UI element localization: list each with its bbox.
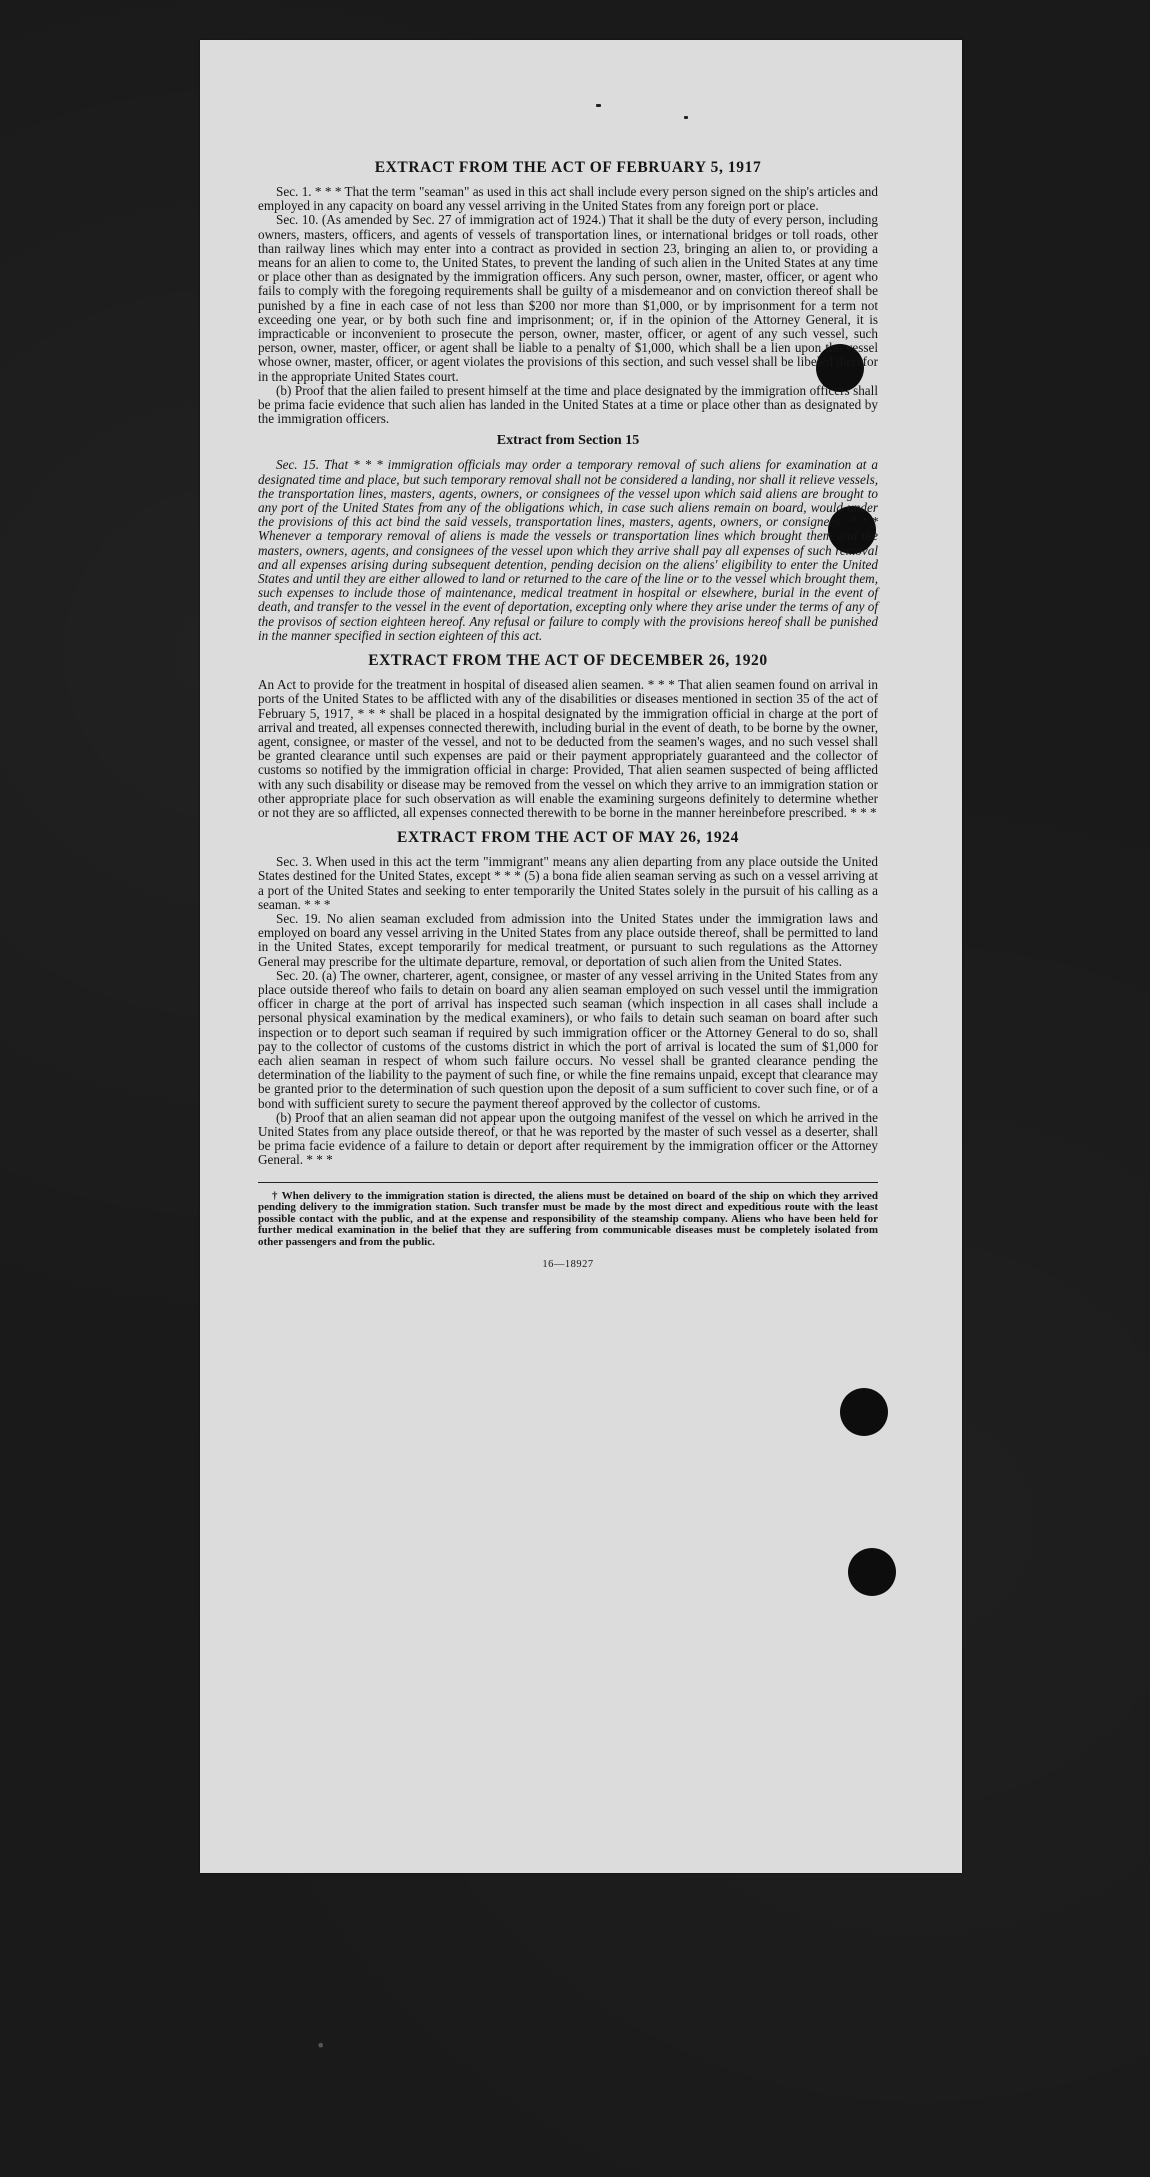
paragraph-sec-1: Sec. 1. * * * That the term "seaman" as used in this act shall include every person signed on the ship's articles and employed in any capacity on board any vessel arriving in the United States from any foreign port or place.: [258, 184, 878, 214]
section-heading-dec-1920: EXTRACT FROM THE ACT OF DECEMBER 26, 1920: [368, 652, 768, 670]
paragraph-sec-20-a: Sec. 20. (a) The owner, charterer, agent, consignee, or master of any vessel arriving in the United States from any place outside thereof who fails to detain on board any alien seaman employed on such vessel until the immigration officer in charge at the port of arrival has inspected such seaman (which inspection in all cases shall include a personal physical examination by the medical examiners), or who fails to detain such seaman on board after such inspection or to deport such seaman if required by such immigration officer or the Attorney General to do so, shall pay to the collector of customs of the customs district in which the port of arrival is located the sum of $1,000 for each alien seaman in respect of whom such failure occurs. No vessel shall be granted clearance pending the determination of the liability to the payment of such fine, or while the fine remains unpaid, except that clearance may be granted prior to the determination of such question upon the deposit of a sum sufficient to cover such fine, or of a bond with sufficient surety to secure the payment thereof approved by the collector of customs.: [258, 967, 878, 1111]
document-body: [258, 158, 878, 1270]
section-heading-feb-1917: EXTRACT FROM THE ACT OF FEBRUARY 5, 1917: [374, 159, 762, 176]
scan-artifact: •: [316, 2036, 326, 2055]
document-page: [200, 40, 962, 1873]
punch-hole: [840, 1388, 888, 1436]
paragraph-sec-19: Sec. 19. No alien seaman excluded from admission into the United States under the immigration laws and employed on board any vessel arriving in the United States from any place outside thereof, shall be permitted to land in the United States, except temporarily for medical treatment, or pursuant to such regulations as the Attorney General may prescribe for the ultimate departure, removal, or deportation of such alien from the United States.: [258, 910, 878, 969]
paragraph-sec-3: Sec. 3. When used in this act the term "immigrant" means any alien departing from any place outside the United States destined for the United States, except * * * (5) a bona fide alien seaman serving as such on a vessel arriving at a port of the United States and seeking to enter temporarily the United States solely in the pursuit of his calling as a seaman. * * *: [258, 854, 878, 912]
paragraph-sec-15: Sec. 15. That * * * immigration officials may order a temporary removal of such aliens for examination at a designated time and place, but such temporary removal shall not be considered a landing, nor shall it relieve vessels, the transportation lines, masters, agents, owners, or consignees of the vessel upon which said aliens are brought to any port of the United States from any of the obligations which, in case such aliens remain on board, would under the provisions of this act bind the said vessels, transportation lines, masters, agents, owners, or consignees: * * * Whenever a temporary removal of aliens is made the vessels or transportation lines which brought them and the masters, owners, agents, and consignees of the vessel upon which they arrive shall pay all expenses of such removal and all expenses arising during subsequent detention, pending decision on the aliens' eligibility to enter the United States and until they are either allowed to land or returned to the care of the line or to the vessel which brought them, such expenses to include those of maintenance, medical treatment in hospital or elsewhere, burial in the event of death, and transfer to the vessel in the event of deportation, excepting only where they arise under the terms of any of the provisos of section eighteen hereof. Any refusal or failure to comply with the provisions hereof shall be punished in the manner specified in section eighteen of this act.: [258, 457, 878, 643]
paragraph-sec-10: Sec. 10. (As amended by Sec. 27 of immigration act of 1924.) That it shall be the duty of every person, including owners, masters, officers, and agents of vessels of transportation lines, or international bridges or toll roads, other than railway lines which may enter into a contract as provided in section 23, bringing an alien to, or providing a means for an alien to come to, the United States, to prevent the landing of such alien in the United States at any time or place other than as designated by the immigration officers. Any such person, owner, master, officer, or agent who fails to comply with the foregoing requirements shall be guilty of a misdemeanor and on conviction thereof shall be punished by a fine in each case of not less than $200 nor more than $1,000, or by imprisonment for a term not exceeding one year, or by both such fine and imprisonment; or, if in the opinion of the Attorney General, it is impracticable or inconvenient to prosecute the person, owner, master, officer, or agent of any such vessel, such person, owner, master, officer, or agent shall be liable to a penalty of $1,000, which shall be a lien upon the vessel whose owner, master, officer, or agent violates the provisions of this section, and such vessel shall be libeled therefor in the appropriate United States court.: [258, 212, 878, 384]
paragraph-sec-20-b: (b) Proof that an alien seaman did not appear upon the outgoing manifest of the vessel on which he arrived in the United States from any place outside thereof, or that he was reported by the master of such vessel as a deserter, shall be prima facie evidence of a failure to detain or deport after requirement by the immigration officer or the Attorney General. * * *: [258, 1109, 878, 1168]
punch-hole: [848, 1548, 896, 1596]
footnote: † When delivery to the immigration station is directed, the aliens must be detained on board of the ship on which they arrived pending delivery to the immigration station. Such transfer must be made by the most direct and expeditious route with the least possible contact with the public, and at the expense and responsibility of the steamship company. Aliens who have been held for further medical examination in the belief that they are suffering from communicable diseases must be completely isolated from other passengers and from the public.: [258, 1189, 878, 1248]
ink-speck: [596, 104, 601, 107]
printer-code: 16—18927: [542, 1258, 594, 1270]
section-heading-section-15: Extract from Section 15: [496, 433, 640, 449]
footnote-divider: [258, 1182, 878, 1183]
paragraph-act-1920: An Act to provide for the treatment in hospital of diseased alien seamen. * * * That alien seamen found on arrival in ports of the United States to be afflicted with any of the disabilities or diseases mentioned in section 35 of the act of February 5, 1917, * * * shall be placed in a hospital designated by the immigration official in charge at the port of arrival and treated, all expenses connected therewith, including burial in the event of death, to be borne by the owner, agent, consignee, or master of the vessel, and not to be deducted from the seamen's wages, and no such vessel shall be granted clearance until such expenses are paid or their payment appropriately guaranteed and the collector of customs so notified by the immigration official in charge: Provided, That alien seamen suspected of being afflicted with any such disability or disease may be removed from the vessel on which they arrive to an immigration station or other appropriate place for such observation as will enable the examining surgeons definitely to determine whether or not they are so afflicted, all expenses connected therewith to be borne in the manner hereinbefore prescribed. * * *: [258, 677, 878, 820]
ink-speck: [684, 116, 688, 119]
section-heading-may-1924: EXTRACT FROM THE ACT OF MAY 26, 1924: [397, 829, 739, 847]
paragraph-sec-10-b: (b) Proof that the alien failed to present himself at the time and place designated by the immigration officers shall be prima facie evidence that such alien has landed in the United States at a time or place other than as designated by the immigration officers.: [258, 382, 878, 427]
